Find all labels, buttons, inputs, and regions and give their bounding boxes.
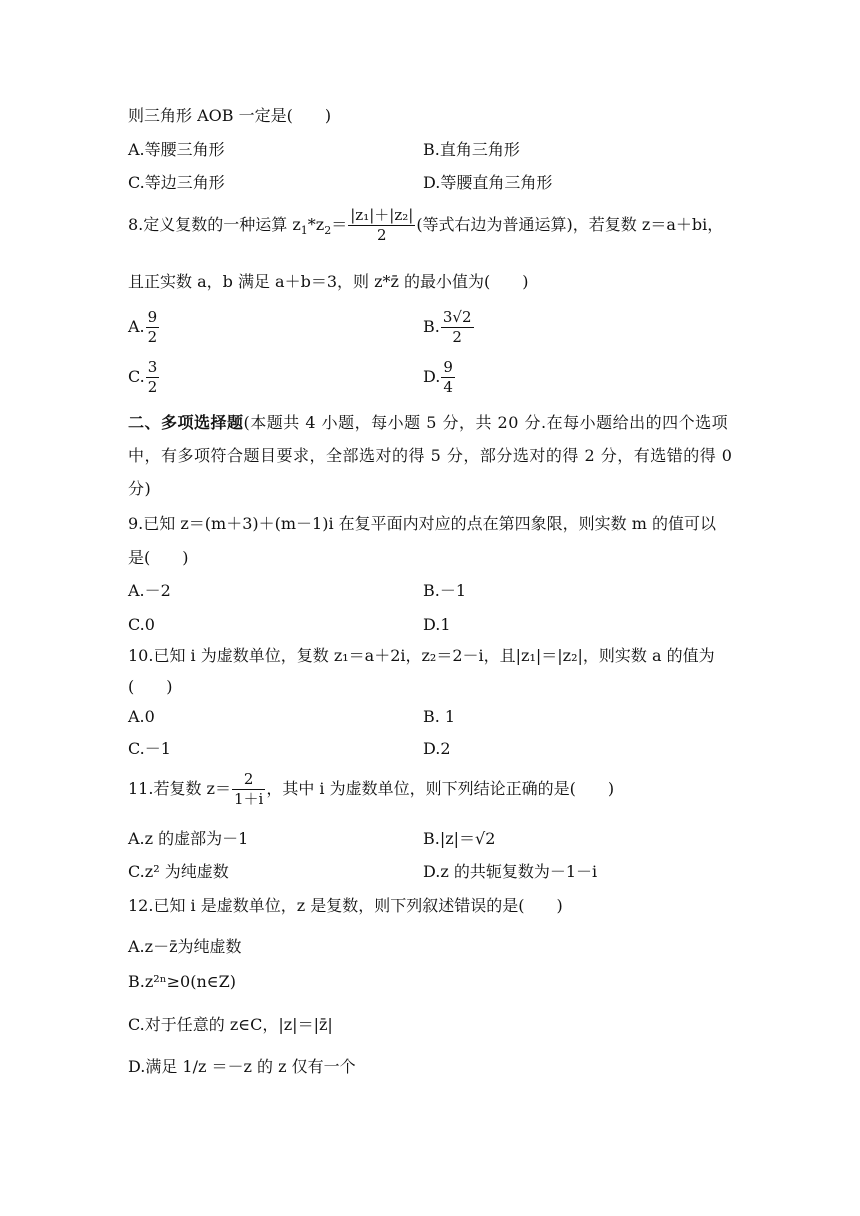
q12-option-c: C.对于任意的 z∈C，|z|＝|z̄| xyxy=(128,1015,333,1034)
q10-option-a: A.0 xyxy=(128,707,155,726)
q8-option-c-fraction xyxy=(146,360,160,395)
q9-option-c: C.0 xyxy=(128,615,155,634)
q9-option-b: B.－1 xyxy=(423,581,467,600)
q9-line2: 是( ) xyxy=(128,548,189,567)
q8-fraction xyxy=(348,208,415,243)
q8-option-b-den: 2 xyxy=(452,328,462,346)
q11-frac-num: 2 xyxy=(232,772,265,790)
q9-option-d: D.1 xyxy=(423,615,451,634)
q7-option-b: B.直角三角形 xyxy=(423,140,520,159)
q11-frac-den: 1＋i xyxy=(233,790,264,808)
q8-option-b-num: 3√2 xyxy=(442,308,472,326)
q12-stem: 12.已知 i 是虚数单位，z 是复数，则下列叙述错误的是( ) xyxy=(128,896,563,915)
q8-line2: 且正实数 a，b 满足 a＋b＝3，则 z*z̄ 的最小值为( ) xyxy=(128,272,529,291)
section-2-heading xyxy=(128,406,738,505)
q11-prefix: 11.若复数 z＝ xyxy=(128,779,231,798)
q8-option-c-label: C. xyxy=(128,367,145,386)
q8-option-b-label: B. xyxy=(423,317,440,336)
q7-option-a: A.等腰三角形 xyxy=(128,140,225,159)
q8-option-d-label: D. xyxy=(423,367,441,386)
q10-option-d: D.2 xyxy=(423,739,451,758)
q8-frac-den: 2 xyxy=(377,226,387,244)
q12-option-d: D.满足 1/z ＝－z 的 z 仅有一个 xyxy=(128,1057,356,1076)
q12-option-b: B.z²ⁿ≥0(n∈Z) xyxy=(128,972,236,991)
q7-option-c: C.等边三角形 xyxy=(128,173,225,192)
q11-fraction xyxy=(232,772,265,807)
q8-option-c-num: 3 xyxy=(147,358,158,376)
q8-option-a xyxy=(128,310,160,345)
q11-option-a: A.z 的虚部为－1 xyxy=(128,829,249,848)
q8-line1: 8.定义复数的一种运算 $z_1*z_2=$ $\frac{\text{|z₁|＋|z₂|}}{2}$ (等式右边为普通运算)，若复数 z＝a＋bi， xyxy=(128,206,724,244)
q8-frac-num: |z₁|＋|z₂| xyxy=(350,206,414,224)
q8-option-d-fraction xyxy=(441,360,455,395)
q8-prefix: 8.定义复数的一种运算 z xyxy=(128,215,301,234)
q8-option-a-num: 9 xyxy=(147,308,158,326)
q8-option-b xyxy=(423,310,475,345)
q8-option-a-den: 2 xyxy=(147,328,158,346)
q11-option-c: C.z² 为纯虚数 xyxy=(128,862,229,881)
q10-line2: ( ) xyxy=(128,677,173,696)
q8-option-c xyxy=(128,360,160,395)
q11-line1 xyxy=(128,772,614,807)
q10-line1: 10.已知 i 为虚数单位，复数 z₁＝a＋2i，z₂＝2－i，且|z₁|＝|z₂|，则实数 a 的值为 xyxy=(128,646,715,665)
q8-suffix: (等式右边为普通运算)，若复数 z＝a＋bi， xyxy=(416,215,724,234)
section-2-instructions: (本题共 4 小题，每小题 5 分，共 20 分.在每小题给出的四个选项中，有多项符合题目要求，全部选对的得 5 分，部分选对的得 2 分，有选错的得 0 分) xyxy=(128,413,733,498)
q8-option-d-den: 4 xyxy=(443,378,453,396)
q12-option-a: A.z－z̄为纯虚数 xyxy=(128,937,242,956)
q10-option-c: C.－1 xyxy=(128,739,171,758)
q8-option-c-den: 2 xyxy=(147,378,158,396)
q9-line1: 9.已知 z＝(m＋3)＋(m－1)i 在复平面内对应的点在第四象限，则实数 m 的值可以 xyxy=(128,514,717,533)
q8-option-a-fraction xyxy=(146,310,160,345)
q11-suffix: ，其中 i 为虚数单位，则下列结论正确的是( ) xyxy=(266,779,615,798)
q7-option-d: D.等腰直角三角形 xyxy=(423,173,553,192)
q11-option-b: B.|z|＝√2 xyxy=(423,829,496,848)
section-2-title: 二、多项选择题 xyxy=(128,413,244,432)
q8-option-a-label: A. xyxy=(128,317,145,336)
q8-option-d-num: 9 xyxy=(443,358,453,376)
q10-option-b: B. 1 xyxy=(423,707,456,726)
q7-stem: 则三角形 AOB 一定是( ) xyxy=(128,106,332,125)
q8-option-b-fraction xyxy=(441,310,474,345)
q8-option-d xyxy=(423,360,456,395)
q9-option-a: A.－2 xyxy=(128,581,171,600)
q11-option-d: D.z 的共轭复数为－1－i xyxy=(423,862,598,881)
